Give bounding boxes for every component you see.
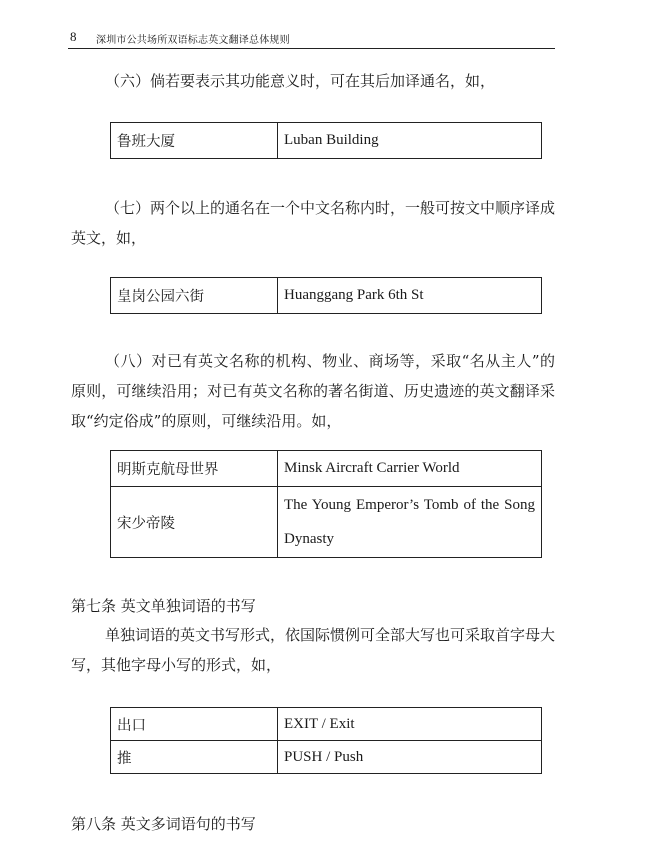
article-8-title: 第八条 英文多词语句的书写 — [71, 815, 256, 833]
article-7-title: 第七条 英文单独词语的书写 — [71, 597, 256, 615]
chinese-cell: 宋少帝陵 — [111, 487, 278, 558]
translation-table-9 — [110, 707, 542, 774]
chinese-cell: 皇岗公园六街 — [111, 278, 278, 314]
english-cell: EXIT / Exit — [278, 708, 542, 741]
translation-table-8 — [110, 450, 542, 558]
chinese-cell: 推 — [111, 741, 278, 774]
table-row — [111, 123, 542, 159]
table-row — [111, 708, 542, 741]
chinese-cell: 鲁班大厦 — [111, 123, 278, 159]
page-header — [68, 26, 555, 49]
paragraph-item-6: （六）倘若要表示其功能意义时，可在其后加译通名，如， — [105, 72, 496, 90]
english-cell: PUSH / Push — [278, 741, 542, 774]
article-7-body: 单独词语的英文书写形式，依国际惯例可全部大写也可采取首字母大写，其他字母小写的形式，如， — [71, 626, 556, 674]
paragraph-item-7: （七）两个以上的通名在一个中文名称内时，一般可按文中顺序译成英文，如， — [71, 199, 556, 247]
table-row — [111, 487, 542, 558]
english-cell: The Young Emperor’s Tomb of the Song Dynasty — [278, 487, 542, 558]
english-cell: Huanggang Park 6th St — [278, 278, 542, 314]
running-title: 深圳市公共场所双语标志英文翻译总体规则 — [96, 35, 290, 46]
translation-table-6 — [110, 122, 542, 159]
chinese-cell: 明斯克航母世界 — [111, 451, 278, 487]
chinese-cell: 出口 — [111, 708, 278, 741]
translation-table-7 — [110, 277, 542, 314]
table-row — [111, 451, 542, 487]
table-row — [111, 741, 542, 774]
page-number: 8 — [70, 29, 77, 44]
table-row — [111, 278, 542, 314]
english-cell: Minsk Aircraft Carrier World — [278, 451, 542, 487]
english-cell: Luban Building — [278, 123, 542, 159]
paragraph-item-8: （八）对已有英文名称的机构、物业、商场等，采取“名从主人”的原则，可继续沿用；对已有英文名称的著名街道、历史遗迹的英文翻译采取“约定俗成”的原则，可继续沿用。如， — [71, 352, 555, 430]
